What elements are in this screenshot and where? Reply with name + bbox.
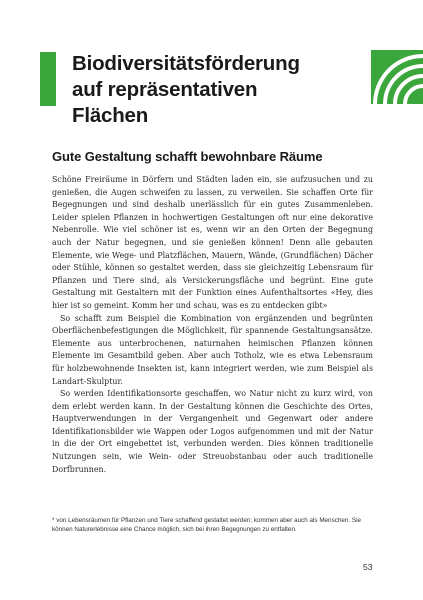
title-accent-bar bbox=[40, 52, 56, 106]
body-paragraph: So werden Identifikationsorte geschaffen, wo Natur nicht zu kurz wird, von dem erlebt werden kann. In der Gestaltung können die Geschichte des Ortes, Hauptverwendungen in der Vergangenheit und Gegenwart oder andere Identifikationsbilder wie Wappen oder Logos aufgenommen und mit der Natur in die der Ort eingebettet ist, verbunden werden. Dies können traditionelle Nutzungen sein, wie Wein- oder Streuobstanbau oder auch traditionelle Dorfbrunnen. bbox=[52, 389, 373, 474]
body-text bbox=[52, 174, 373, 476]
body-paragraph: Schöne Freiräume in Dörfern und Städten laden ein, sie aufzusuchen und zu genießen, die Augen schweifen zu lassen, zu verweilen. Sie schaffen Orte für Begegnungen und sind deshalb unerlässlich für ein gutes Zusammenleben. Leider spielen Pflanzen in hochwertigen Gestaltungen oft nur eine dekorative Nebenrolle. Wie viel schöner ist es, wenn wir an den Orten der Begegnung auch der Natur begegnen, und sie genießen können! Denn alle gebauten Elemente, wie Wege- und Platzflächen, Mauern, Wände, (Grundflächen) Dächer oder Stühle, können so gestaltet werden, dass sie gleichzeitig Lebensraum für Pflanzen und Tiere sind, als Versickerungsfläche und begrünt. Eine gute Gestaltung mit Gestaltern mit der Funktion eines Aufenthaltsortes «Hey, dies hier ist so gemeint. Komm her und schau, was es zu entdecken gibt» bbox=[52, 175, 373, 310]
green-arcs-logo-icon bbox=[371, 50, 423, 104]
footnote: * von Lebensräumen für Pflanzen und Tiere schaffend gestaltet werden; kommen aber auch als Menschen. Sie können Naturerlebnisse eine Chance möglich, sich bei ihren Begegnungen zu entfalten. bbox=[52, 517, 361, 533]
body-paragraph: So schafft zum Beispiel die Kombination von ergänzenden und begrünten Oberflächenbefestigungen die Möglichkeit, für spannende Gestaltungsansätze. Elemente aus unterbrochenen, naturnahen heimischen Pflanzen können Elemente im Gesamtbild geben. Aber auch Totholz, wie es etwa Lebensraum für holzbewohnende Insekten ist, kann integriert werden, wie zum Beispiel als Landart-Skulptur. bbox=[52, 313, 373, 386]
page-title: Biodiversitätsförderung auf repräsentativen Flächen bbox=[72, 52, 300, 127]
page-number: 53 bbox=[363, 562, 373, 572]
section-heading: Gute Gestaltung schafft bewohnbare Räume bbox=[52, 149, 323, 164]
